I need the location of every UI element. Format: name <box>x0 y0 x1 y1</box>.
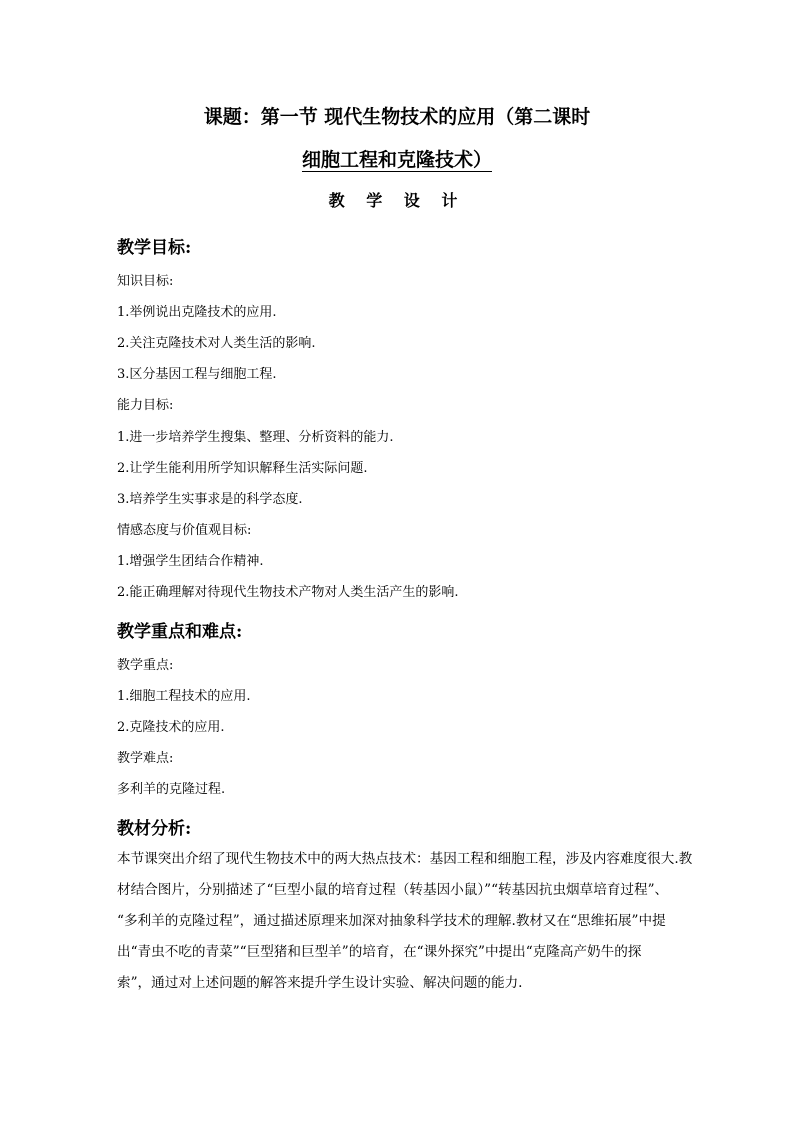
knowledge-item-1: 1.举例说出克隆技术的应用. <box>117 305 277 320</box>
heading-textbook-analysis: 教材分析: <box>117 819 192 839</box>
difficult-point-item-1: 多利羊的克隆过程. <box>117 782 226 797</box>
knowledge-item-3: 3.区分基因工程与细胞工程. <box>117 367 277 382</box>
key-point-item-2: 2.克隆技术的应用. <box>117 720 225 735</box>
paragraph-line: 材结合图片，分别描述了“巨型小鼠的培育过程（转基因小鼠）”“转基因抗虫烟草培育过程”、 <box>117 882 669 898</box>
paragraph-line: 索”，通过对上述问题的解答来提升学生设计实验、解决问题的能力. <box>117 975 523 991</box>
difficult-points-label: 教学难点: <box>117 751 174 766</box>
heading-teaching-objectives: 教学目标: <box>117 238 192 258</box>
ability-item-1: 1.进一步培养学生搜集、整理、分析资料的能力. <box>117 430 394 445</box>
heading-key-and-difficult-points: 教学重点和难点: <box>117 622 243 642</box>
page-title-line2-text: 细胞工程和克隆技术） <box>301 149 492 171</box>
ability-objectives-label: 能力目标: <box>117 398 174 413</box>
paragraph-line: 出“青虫不吃的青菜”“巨型猪和巨型羊”的培育，在“课外探究”中提出“克隆高产奶牛的探 <box>117 944 642 960</box>
paragraph-line: “多利羊的克隆过程”，通过描述原理来加深对抽象科学技术的理解.教材又在“思维拓展”中提 <box>117 913 666 929</box>
key-points-label: 教学重点: <box>117 658 174 673</box>
emotion-item-2: 2.能正确理解对待现代生物技术产物对人类生活产生的影响. <box>117 585 459 600</box>
paragraph-line: 本节课突出介绍了现代生物技术中的两大热点技术：基因工程和细胞工程，涉及内容难度很大.教 <box>117 851 693 867</box>
textbook-analysis-paragraph <box>117 844 717 999</box>
emotion-objectives-label: 情感态度与价值观目标: <box>117 523 252 538</box>
emotion-item-1: 1.增强学生团结合作精神. <box>117 554 264 569</box>
ability-item-2: 2.让学生能利用所学知识解释生活实际问题. <box>117 461 368 476</box>
document-subtitle: 教 学 设 计 <box>328 191 466 210</box>
page-title-line1: 课题：第一节 现代生物技术的应用（第二课时 <box>203 106 591 128</box>
page-title-line2 <box>0 145 794 172</box>
knowledge-objectives-label: 知识目标: <box>117 274 174 289</box>
ability-item-3: 3.培养学生实事求是的科学态度. <box>117 492 303 507</box>
knowledge-item-2: 2.关注克隆技术对人类生活的影响. <box>117 336 316 351</box>
key-point-item-1: 1.细胞工程技术的应用. <box>117 689 251 704</box>
